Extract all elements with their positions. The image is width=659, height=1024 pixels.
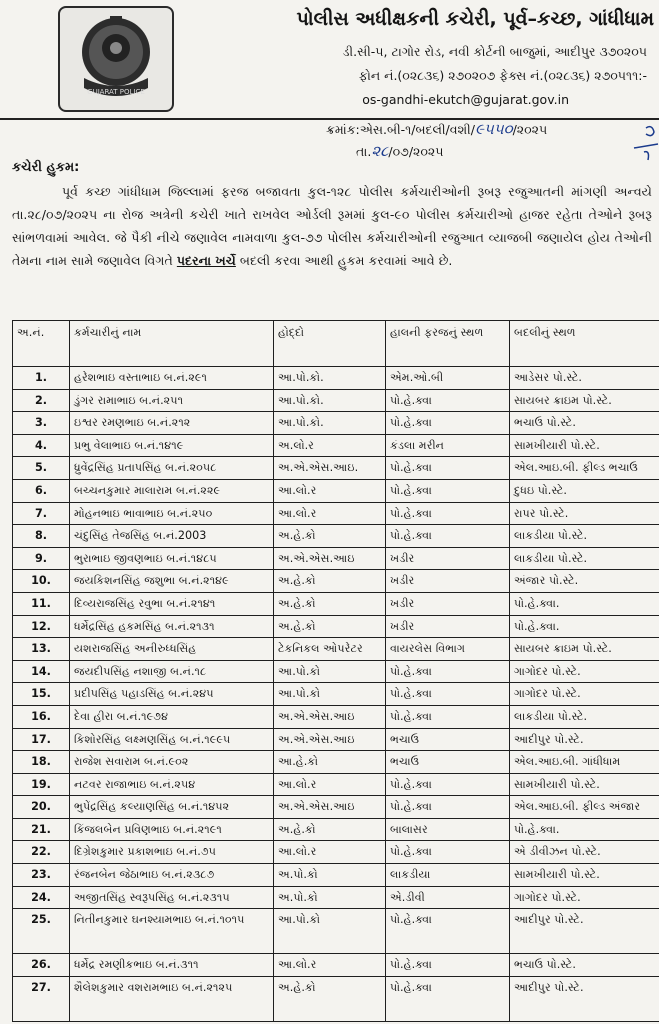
cell-current-posting: ભચાઉ (386, 751, 510, 774)
cell-transfer-place: સામખીયારી પો.સ્ટે. (510, 434, 659, 457)
cell-serial: 4. (13, 434, 70, 457)
svg-text:GUJARAT POLICE: GUJARAT POLICE (87, 88, 145, 96)
office-phone: ફોન નં.(૦૨૮૩૬) ૨૭૦૨૦૭ ફેક્સ નં.(૦૨૮૩૬) ૨૭૦૫૧૧:- (358, 68, 647, 83)
cell-serial: 21. (13, 818, 70, 841)
cell-serial: 20. (13, 796, 70, 819)
transfer-table (12, 320, 659, 1022)
cell-current-posting: પો.હે.ક્વા (386, 841, 510, 864)
table-row (13, 502, 659, 525)
table-row (13, 592, 659, 615)
cell-current-posting: ખડીર (386, 570, 510, 593)
cell-transfer-place: એલ.આઇ.બી. ફીલ્ડ ભચાઉ (510, 457, 659, 480)
cell-transfer-place: ગાગોદર પો.સ્ટે. (510, 660, 659, 683)
date-rest: /૦૭/૨૦૨૫ (388, 144, 444, 159)
cell-transfer-place: એ ડીવીઝન પો.સ્ટે. (510, 841, 659, 864)
cell-current-posting: પો.હે.ક્વા (386, 479, 510, 502)
header-current-posting: હાલની ફરજનું સ્થળ (386, 321, 510, 367)
cell-serial: 13. (13, 638, 70, 661)
cell-serial: 10. (13, 570, 70, 593)
table-row (13, 886, 659, 909)
cell-serial: 23. (13, 864, 70, 887)
cell-designation: આ.લો.ર (274, 954, 386, 977)
cell-name: દેવા હીરા બ.નં.૧૯૭૪ (70, 705, 274, 728)
cell-name: ચંદુસિંહ તેજસિંહ બ.નં.2003 (70, 525, 274, 548)
table-row (13, 909, 659, 954)
cell-name: ઇશ્વર રમણભાઇ બ.નં.૨૧૨ (70, 412, 274, 435)
cell-serial: 3. (13, 412, 70, 435)
cell-transfer-place: ભચાઉ પો.સ્ટે. (510, 412, 659, 435)
office-address: ડી.સી-૫, ટાગોર રોડ, નવી કોર્ટની બાજુમાં, આદીપુર ૩૭૦૨૦૫ (342, 44, 647, 59)
table-row (13, 638, 659, 661)
cell-serial: 9. (13, 547, 70, 570)
cell-serial: 25. (13, 909, 70, 954)
cell-transfer-place: સાયબર ક્રાઇમ પો.સ્ટે. (510, 638, 659, 661)
table-row (13, 570, 659, 593)
cell-name: નિતીનકુમાર ઘનશ્યામભાઇ બ.નં.૧૦૧૫ (70, 909, 274, 954)
cell-designation: અ.એ.એસ.આઇ (274, 796, 386, 819)
gujarat-police-logo (58, 6, 174, 112)
table-body (13, 367, 659, 1022)
cell-current-posting: પો.હે.ક્વા (386, 412, 510, 435)
cell-designation: અ.એ.એસ.આઇ. (274, 457, 386, 480)
cell-serial: 18. (13, 751, 70, 774)
cell-name: ડુંગર રામાભાઇ બ.નં.૨૫૧ (70, 389, 274, 412)
cell-transfer-place: આદીપુર પો.સ્ટે. (510, 728, 659, 751)
cell-name: બચ્ચનકુમાર માલારામ બ.નં.૨૨૯ (70, 479, 274, 502)
cell-transfer-place: પો.હે.ક્વા. (510, 615, 659, 638)
cell-name: કિશોરસિંહ લક્ષ્મણસિંહ બ.નં.૧૯૯૫ (70, 728, 274, 751)
order-paragraph (12, 180, 652, 272)
cell-current-posting: પો.હે.ક્વા (386, 457, 510, 480)
office-email[interactable]: os-gandhi-ekutch@gujarat.gov.in (362, 92, 569, 107)
cell-current-posting: કંડલા મરીન (386, 434, 510, 457)
cell-transfer-place: પો.હે.ક્વા. (510, 818, 659, 841)
cell-name: ધર્મેદ્રસિંહ હકમસિંહ બ.નં.૨૧૩૧ (70, 615, 274, 638)
cell-designation: અ.એ.એસ.આઇ (274, 547, 386, 570)
cell-serial: 14. (13, 660, 70, 683)
cell-current-posting: પો.હે.ક્વા (386, 954, 510, 977)
table-row (13, 751, 659, 774)
cell-serial: 26. (13, 954, 70, 977)
cell-transfer-place: આદીપુર પો.સ્ટે. (510, 909, 659, 954)
cell-current-posting: પો.હે.ક્વા (386, 909, 510, 954)
cell-designation: અ.હે.કો (274, 615, 386, 638)
cell-designation: ટેકનિકલ ઓપરેટર (274, 638, 386, 661)
cell-current-posting: પો.હે.ક્વા (386, 525, 510, 548)
office-title: પોલીસ અધીક્ષકની કચેરી, પૂર્વ–કચ્છ, ગાંધીધામ (296, 8, 654, 30)
reference-prefix: ક્રમાંક:એસ.બી-૧/બદલી/વશી/ (326, 122, 475, 137)
police-emblem-icon (60, 8, 172, 110)
cell-name: મોહનભાઇ ભાવાભાઇ બ.નં.૨૫૦ (70, 502, 274, 525)
table-row (13, 705, 659, 728)
cell-current-posting: પો.હે.ક્વા (386, 705, 510, 728)
table-row (13, 976, 659, 1021)
cell-name: દિવ્યરાજસિંહ રવુભા બ.નં.૨૧૪૧ (70, 592, 274, 615)
cell-serial: 19. (13, 773, 70, 796)
table-row (13, 728, 659, 751)
table-row (13, 479, 659, 502)
cell-transfer-place: લાકડીયા પો.સ્ટે. (510, 547, 659, 570)
cell-transfer-place: સાયબર ક્રાઇમ પો.સ્ટે. (510, 389, 659, 412)
table-row (13, 773, 659, 796)
cell-transfer-place: લાકડીયા પો.સ્ટે. (510, 525, 659, 548)
cell-designation: આ.પો.કો (274, 683, 386, 706)
table-row (13, 954, 659, 977)
table-row (13, 412, 659, 435)
cell-transfer-place: એલ.આઇ.બી. ફીલ્ડ અંજાર (510, 796, 659, 819)
cell-name: શૈલેશકુમાર વશરામભાઇ બ.નં.૨૧૨૫ (70, 976, 274, 1021)
cell-serial: 8. (13, 525, 70, 548)
cell-serial: 27. (13, 976, 70, 1021)
cell-name: ભુપેંદ્રસિંહ કલ્યાણસિંહ બ.નં.૧૪૫૨ (70, 796, 274, 819)
cell-transfer-place: ભચાઉ પો.સ્ટે. (510, 954, 659, 977)
cell-name: રંજનબેન જેઠાભાઇ બ.નં.૨૩૮૭ (70, 864, 274, 887)
cell-designation: આ.હે.કો (274, 751, 386, 774)
cell-transfer-place: આડેસર પો.સ્ટે. (510, 367, 659, 390)
table-header-row (13, 321, 659, 367)
cell-current-posting: લાકડીયા (386, 864, 510, 887)
cell-designation: આ.લો.ર (274, 479, 386, 502)
cell-name: હરેશભાઇ વસ્તાભાઇ બ.નં.૨૯૧ (70, 367, 274, 390)
order-text-underlined: પદરના ખર્ચે (176, 253, 236, 268)
cell-name: દિગ્રેશકુમાર પ્રકાશભાઇ બ.નં.૭૫ (70, 841, 274, 864)
cell-designation: આ.પો.કો. (274, 389, 386, 412)
order-text-before: પૂર્વ કચ્છ ગાંધીધામ જિલ્લામાં ફરજ બજાવતા કુલ-૧૨૮ પોલીસ કર્મચારીઓની રૂબરૂ રજુઆતની માંગણી અન્વયે તા.૨૮/૦૭/૨૦૨૫ ના રોજ અત્રેની કચેરી ખાતે રાખવેલ ઓર્ડલી રૂમમાં કુલ-૯૦ પોલીસ કર્મચારીઓ હાજર રહેતા તેઓને રૂબરૂ સાંભળવામાં આવેલ. જે પૈકી નીચે જણાવેલ નામવાળા કુલ-૭૭ પોલીસ કર્મચારીઓની રજુઆત વ્યાજબી જણાયેલ હોય તેઓની તેમના નામ સામે જણાવેલ વિગતે (12, 184, 652, 268)
table-row (13, 660, 659, 683)
cell-serial: 24. (13, 886, 70, 909)
cell-serial: 22. (13, 841, 70, 864)
table-row (13, 367, 659, 390)
cell-name: જયકિશનસિંહ જશુભા બ.નં.૨૧૪૯ (70, 570, 274, 593)
cell-current-posting: એ.ડીવી (386, 886, 510, 909)
table-row (13, 841, 659, 864)
cell-designation: અ.એ.એસ.આઇ (274, 728, 386, 751)
date-handwritten-day: ૨૮ (371, 142, 389, 160)
cell-name: ભુરાભાઇ જીવણભાઇ બ.નં.૧૪૮૫ (70, 547, 274, 570)
table-row (13, 683, 659, 706)
reference-handwritten-number: ૯૫૫૦ (474, 120, 513, 138)
cell-designation: આ.પો.કો (274, 660, 386, 683)
cell-serial: 5. (13, 457, 70, 480)
cell-serial: 7. (13, 502, 70, 525)
cell-current-posting: એમ.ઓ.બી (386, 367, 510, 390)
order-text-after: બદલી કરવા આથી હુકમ કરવામાં આવે છે. (235, 253, 453, 268)
cell-serial: 1. (13, 367, 70, 390)
table-row (13, 818, 659, 841)
header-employee-name: કર્મચારીનું નામ (70, 321, 274, 367)
cell-designation: અ.હે.કો (274, 570, 386, 593)
table-row (13, 525, 659, 548)
cell-designation: આ.પો.કો. (274, 367, 386, 390)
table-row (13, 864, 659, 887)
header-designation: હોદ્દો (274, 321, 386, 367)
cell-name: રાજેશ સવારામ બ.નં.૯૦૨ (70, 751, 274, 774)
table-row (13, 434, 659, 457)
order-heading: કચેરી હુકમ: (12, 160, 80, 175)
cell-transfer-place: લાકડીયા પો.સ્ટે. (510, 705, 659, 728)
cell-transfer-place: રાપર પો.સ્ટે. (510, 502, 659, 525)
reference-number (326, 120, 547, 138)
cell-designation: અ.હે.કો (274, 592, 386, 615)
cell-current-posting: પો.હે.ક્વા (386, 796, 510, 819)
cell-current-posting: પો.હે.ક્વા (386, 773, 510, 796)
cell-designation: આ.પો.કો. (274, 412, 386, 435)
cell-transfer-place: દુધઇ પો.સ્ટે. (510, 479, 659, 502)
cell-designation: અ.હે.કો (274, 525, 386, 548)
cell-current-posting: ખડીર (386, 615, 510, 638)
cell-current-posting: પો.હે.ક્વા (386, 660, 510, 683)
cell-transfer-place: એલ.આઇ.બી. ગાંધીધામ (510, 751, 659, 774)
cell-current-posting: ખડીર (386, 547, 510, 570)
cell-designation: આ.લો.ર (274, 773, 386, 796)
cell-serial: 15. (13, 683, 70, 706)
handwritten-margin-mark-icon (632, 122, 659, 164)
table-row (13, 615, 659, 638)
cell-current-posting: પો.હે.ક્વા (386, 502, 510, 525)
cell-serial: 17. (13, 728, 70, 751)
cell-current-posting: ખડીર (386, 592, 510, 615)
cell-designation: અ.હે.કો (274, 818, 386, 841)
cell-current-posting: પો.હે.ક્વા (386, 683, 510, 706)
cell-transfer-place: પો.હે.ક્વા. (510, 592, 659, 615)
cell-name: યશરાજસિંહ અનીરુધ્ધસિંહ (70, 638, 274, 661)
cell-transfer-place: ગાગોદર પો.સ્ટે. (510, 886, 659, 909)
cell-name: નટવર રાજાભાઇ બ.નં.૨૫૪ (70, 773, 274, 796)
reference-date (356, 142, 443, 160)
cell-designation: આ.લો.ર (274, 841, 386, 864)
table-row (13, 457, 659, 480)
cell-transfer-place: આદીપુર પો.સ્ટે. (510, 976, 659, 1021)
cell-current-posting: પો.હે.ક્વા (386, 389, 510, 412)
cell-serial: 16. (13, 705, 70, 728)
cell-current-posting: પો.હે.ક્વા (386, 976, 510, 1021)
table-row (13, 547, 659, 570)
date-prefix: તા. (356, 144, 372, 159)
cell-current-posting: વાયરલેસ વિભાગ (386, 638, 510, 661)
cell-serial: 2. (13, 389, 70, 412)
header-transfer-place: બદલીનું સ્થળ (510, 321, 659, 367)
cell-transfer-place: ગાગોદર પો.સ્ટે. (510, 683, 659, 706)
cell-name: અજીતસિંહ સ્વરૂપસિંહ બ.નં.૨૩૧૫ (70, 886, 274, 909)
cell-designation: અ.પો.કો (274, 886, 386, 909)
table-row (13, 389, 659, 412)
cell-transfer-place: અંજાર પો.સ્ટે. (510, 570, 659, 593)
cell-name: પ્રભુ વેલાભાઇ બ.નં.૧૪૧૯ (70, 434, 274, 457)
cell-current-posting: બાલાસર (386, 818, 510, 841)
cell-name: ધ્રુવેંદ્રસિંહ પ્રતાપસિંહ બ.નં.૨૦૫૮ (70, 457, 274, 480)
cell-name: ધર્મેદ્ર રમણીકભાઇ બ.નં.૩૧૧ (70, 954, 274, 977)
cell-name: પ્રદીપસિંહ પહાડસિંહ બ.નં.૨૪૫ (70, 683, 274, 706)
header-serial: અ.નં. (13, 321, 70, 367)
cell-name: કિંજલબેન પ્રવિણભાઇ બ.નં.૨૧૯૧ (70, 818, 274, 841)
reference-suffix: /૨૦૨૫ (512, 122, 548, 137)
cell-transfer-place: સામખીયારી પો.સ્ટે. (510, 773, 659, 796)
cell-name: જયદીપસિંહ નશાજી બ.નં.૧૮ (70, 660, 274, 683)
cell-designation: અ.એ.એસ.આઇ (274, 705, 386, 728)
cell-serial: 6. (13, 479, 70, 502)
cell-designation: આ.લો.ર (274, 502, 386, 525)
cell-designation: આ.પો.કો (274, 909, 386, 954)
cell-current-posting: ભચાઉ (386, 728, 510, 751)
cell-transfer-place: સામખીયારી પો.સ્ટે. (510, 864, 659, 887)
cell-serial: 11. (13, 592, 70, 615)
cell-serial: 12. (13, 615, 70, 638)
cell-designation: અ.હે.કો (274, 976, 386, 1021)
table-row (13, 796, 659, 819)
cell-designation: અ.લો.ર (274, 434, 386, 457)
cell-designation: અ.પો.કો (274, 864, 386, 887)
